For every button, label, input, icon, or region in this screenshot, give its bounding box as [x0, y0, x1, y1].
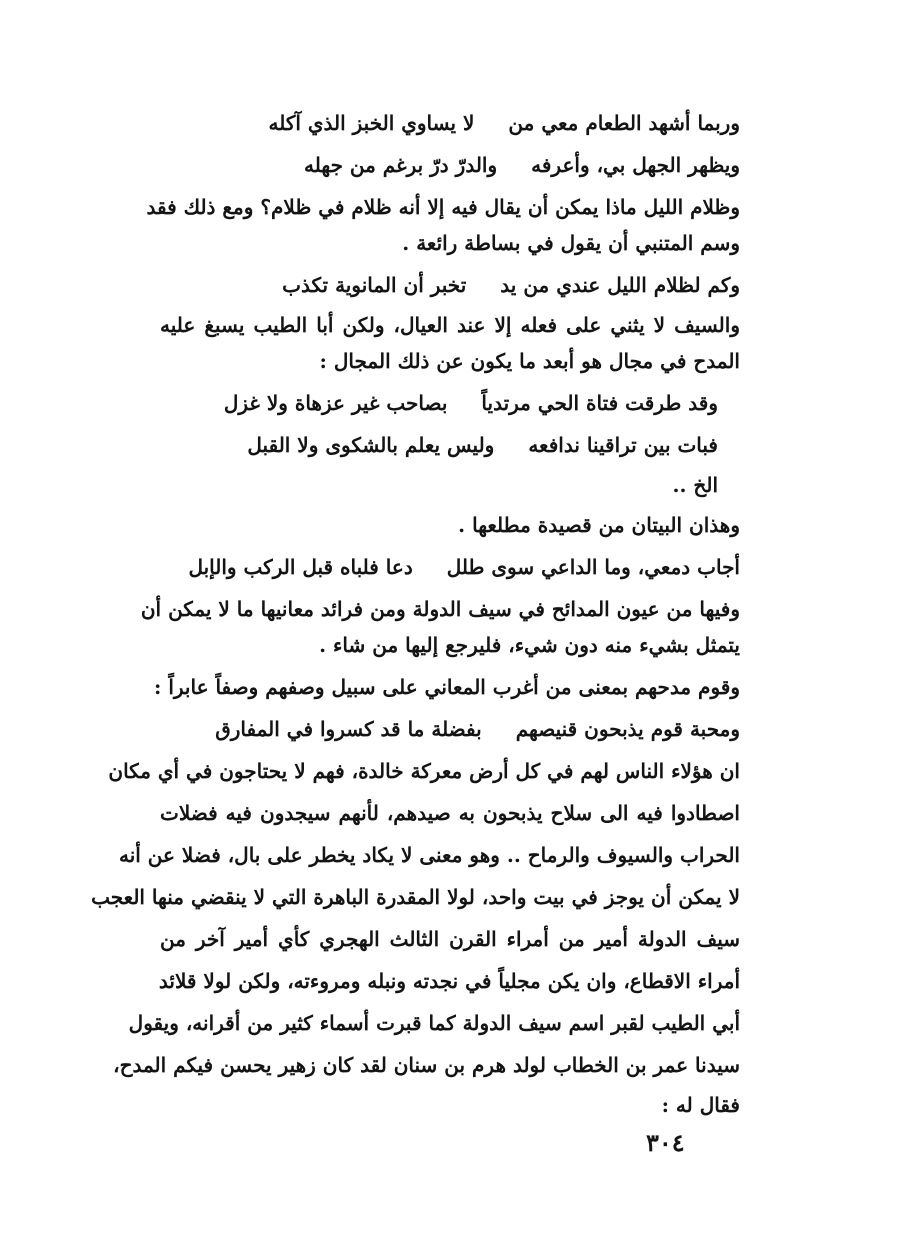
verse-second-hemistich: لا يساوي الخبز الذي آكله [268, 111, 475, 135]
prose-line: ان هؤلاء الناس لهم في كل أرض معركة خالدة، فهم لا يحتاجون في أي مكان [108, 759, 740, 783]
prose-line: والسيف لا يثني على فعله إلا عند العيال، ولكن أبا الطيب يسبغ عليه [160, 313, 740, 337]
verse-first-hemistich: أجاب دمعي، وما الداعي سوى طلل [446, 555, 740, 579]
verse-second-hemistich: بفضلة ما قد كسروا في المفارق [215, 717, 482, 741]
verse-second-hemistich: بصاحب غير عزهاة ولا غزل [223, 391, 448, 415]
verse-second-hemistich: تخبر أن المانوية تكذب [282, 273, 467, 297]
verse-line [160, 714, 740, 744]
verse-first-hemistich: وربما أشهد الطعام معي من [508, 111, 740, 135]
verse-line [160, 150, 740, 180]
verse-first-hemistich: فبات بين تراقينا ندافعه [528, 433, 718, 457]
verse-second-hemistich: دعا فلباه قبل الركب والإبل [188, 555, 413, 579]
verse-line [160, 552, 740, 582]
prose-line: سيدنا عمر بن الخطاب لولد هرم بن سنان لقد كان زهير يحسن فيكم المدح، [113, 1053, 740, 1077]
verse-first-hemistich: ومحبة قوم يذبحون قنيصهم [515, 717, 740, 741]
verse-line [178, 430, 718, 460]
prose-line: وفيها من عيون المدائح في سيف الدولة ومن فرائد معانيها ما لا يمكن أن [140, 597, 740, 621]
prose-line: لا يمكن أن يوجز في بيت واحد، لولا المقدرة الباهرة التي لا ينقضي منها العجب [91, 885, 740, 909]
verse-second-hemistich: وليس يعلم بالشكوى ولا القبل [247, 433, 495, 457]
prose-line: أمراء الاقطاع، وان يكن مجلياً في نجدته ونبله ومروءته، ولكن لولا قلائد [158, 969, 740, 993]
verse-second-hemistich: والدرّ درّ برغم من جهله [304, 153, 498, 177]
prose-line: وهذان البيتان من قصيدة مطلعها . [458, 513, 740, 537]
prose-line: وظلام الليل ماذا يمكن أن يقال فيه إلا أنه ظلام في ظلام؟ ومع ذلك فقد [146, 195, 740, 219]
verse-line [178, 388, 718, 418]
page-number: ٣٠٤ [646, 1128, 685, 1157]
etc-marker: الخ .. [672, 473, 718, 497]
verse-first-hemistich: وكم لظلام الليل عندي من يد [500, 273, 740, 297]
prose-line: الحراب والسيوف والرماح .. وهو معنى لا يكاد يخطر على بال، فضلا عن أنه [119, 843, 740, 867]
prose-line: المدح في مجال هو أبعد ما يكون عن ذلك المجال : [319, 349, 740, 373]
verse-first-hemistich: وقد طرقت فتاة الحي مرتدياً [481, 391, 718, 415]
prose-line: سيف الدولة أمير من أمراء القرن الثالث الهجري كأي أمير آخر من [160, 927, 740, 951]
prose-line: يتمثل بشيء منه دون شيء، فليرجع إليها من شاء . [319, 633, 740, 657]
verse-first-hemistich: ويظهر الجهل بي، وأعرفه [531, 153, 740, 177]
verse-line [160, 108, 740, 138]
prose-line: وسم المتنبي أن يقول في بساطة رائعة . [402, 231, 740, 255]
verse-line [160, 270, 740, 300]
prose-line: وقوم مدحهم بمعنى من أغرب المعاني على سبيل وصفهم وصفاً عابراً : [153, 675, 740, 699]
prose-line: اصطادوا فيه الى سلاح يذبحون به صيدهم، لأنهم سيجدون فيه فضلات [160, 801, 740, 825]
prose-line: فقال له : [661, 1093, 740, 1117]
prose-line: أبي الطيب لقبر اسم سيف الدولة كما قبرت أسماء كثير من أقرانه، ويقول [128, 1011, 740, 1035]
